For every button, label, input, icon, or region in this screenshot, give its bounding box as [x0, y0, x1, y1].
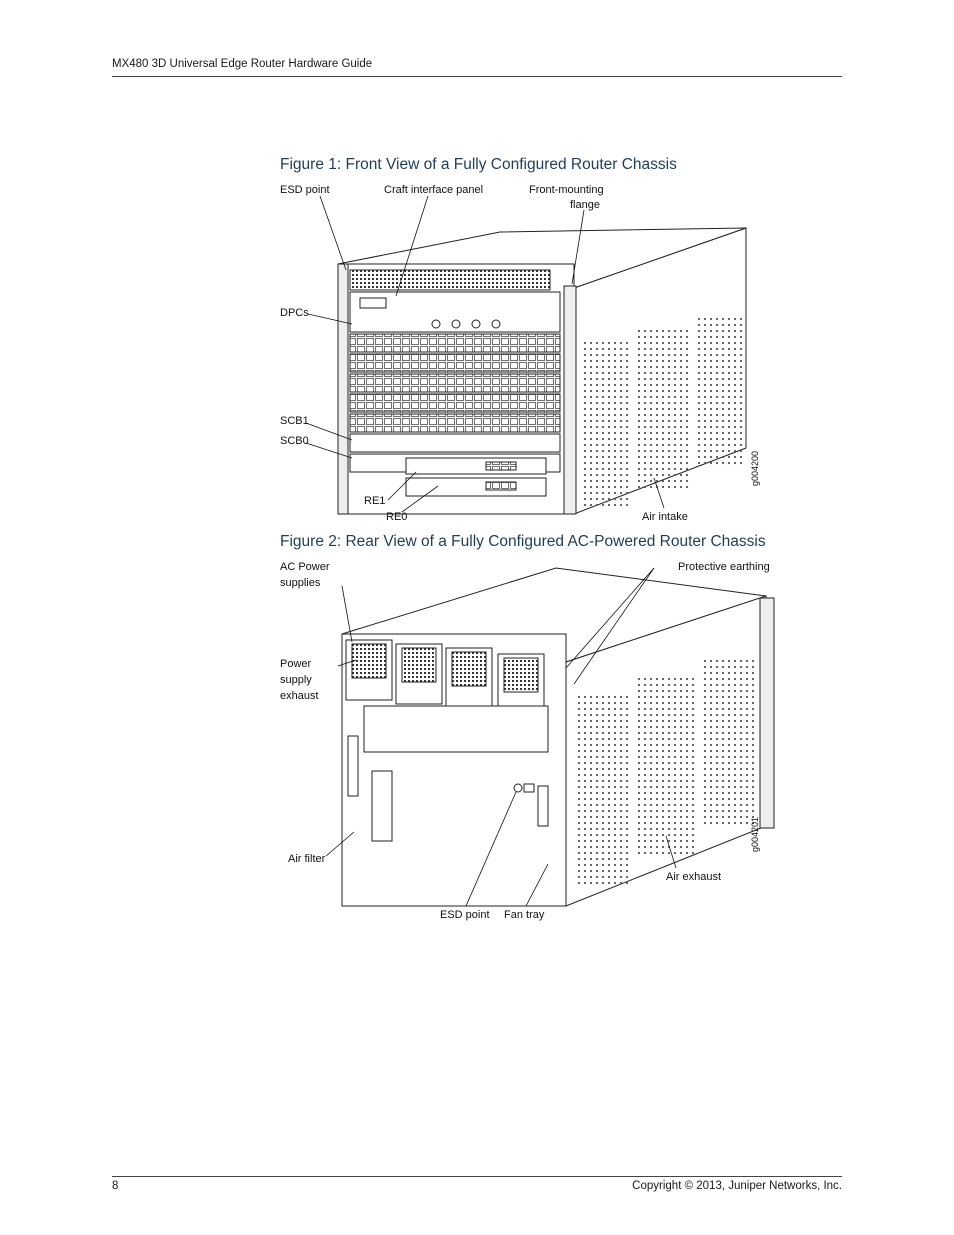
running-header: MX480 3D Universal Edge Router Hardware Guide — [112, 58, 373, 70]
copyright-notice: Copyright © 2013, Juniper Networks, Inc. — [632, 1180, 842, 1192]
label-air-intake: Air intake — [642, 511, 688, 523]
label-air-exhaust: Air exhaust — [666, 871, 722, 883]
label-re0: RE0 — [386, 511, 408, 523]
rear-chassis-drawing — [342, 568, 774, 906]
header-rule — [112, 76, 842, 77]
label-supply: supply — [280, 674, 312, 686]
label-re1: RE1 — [364, 495, 386, 507]
label-protective-earthing: Protective earthing — [678, 561, 770, 573]
footer-rule — [112, 1176, 842, 1177]
label-scb1: SCB1 — [280, 415, 309, 427]
figure-2-rear-view-illustration — [276, 556, 776, 926]
label-esd-point-rear: ESD point — [440, 909, 490, 921]
figure-1-image-id: g004200 — [750, 450, 760, 486]
figure-2-image-id: g004201 — [750, 816, 760, 852]
label-power: Power — [280, 658, 312, 670]
label-esd-point: ESD point — [280, 184, 330, 196]
page-number: 8 — [112, 1180, 119, 1192]
figure-1-caption: Figure 1: Front View of a Fully Configured Router Chassis — [280, 156, 677, 173]
label-air-filter: Air filter — [288, 853, 326, 865]
label-fan-tray: Fan tray — [504, 909, 545, 921]
label-ac-power: AC Power — [280, 561, 330, 573]
label-scb0: SCB0 — [280, 435, 309, 447]
label-exhaust: exhaust — [280, 690, 319, 702]
label-supplies: supplies — [280, 577, 321, 589]
figure-2-caption: Figure 2: Rear View of a Fully Configured AC-Powered Router Chassis — [280, 533, 766, 550]
label-flange: flange — [570, 199, 600, 211]
front-chassis-drawing — [338, 228, 746, 514]
label-front-mounting: Front-mounting — [529, 184, 604, 196]
label-craft-interface-panel: Craft interface panel — [384, 184, 484, 196]
label-dpcs: DPCs — [280, 307, 309, 319]
figure-1-front-view-illustration — [276, 178, 776, 528]
